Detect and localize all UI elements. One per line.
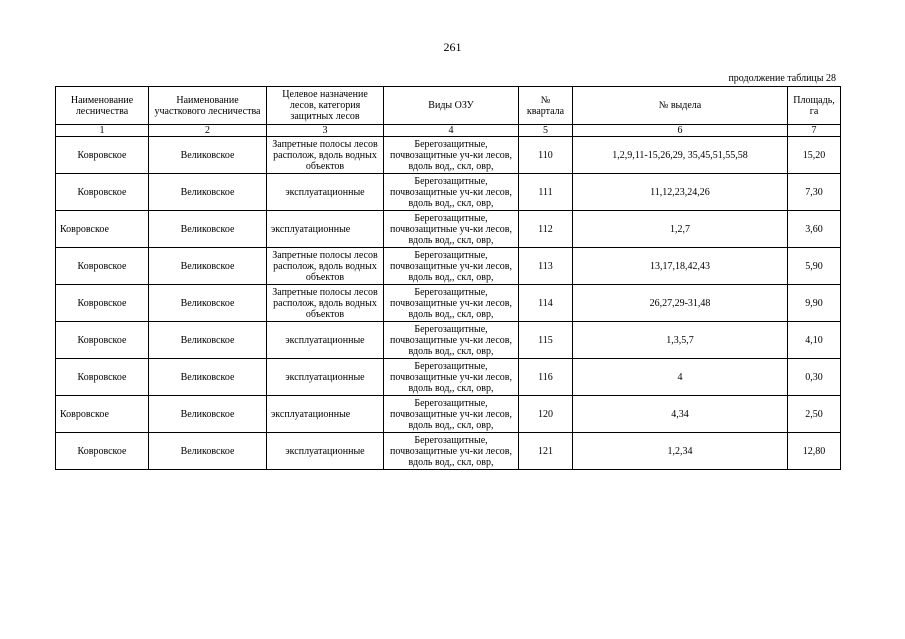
quarter-cell: 112 bbox=[519, 211, 573, 248]
forest-allotments-table bbox=[55, 86, 841, 470]
column-number: 1 bbox=[56, 125, 149, 137]
allotments-cell: 4,34 bbox=[573, 396, 788, 433]
district-cell: Великовское bbox=[149, 174, 267, 211]
column-number-row bbox=[56, 125, 841, 137]
district-cell: Великовское bbox=[149, 211, 267, 248]
quarter-cell: 114 bbox=[519, 285, 573, 322]
table-row bbox=[56, 211, 841, 248]
area-cell: 15,20 bbox=[788, 137, 841, 174]
quarter-cell: 120 bbox=[519, 396, 573, 433]
header-ozu-type: Виды ОЗУ bbox=[384, 87, 519, 125]
forestry-cell: Ковровское bbox=[56, 211, 149, 248]
forestry-cell: Ковровское bbox=[56, 174, 149, 211]
ozu-cell: Берегозащитные, почвозащитные уч-ки лесов, вдоль вод,, скл, овр, bbox=[384, 248, 519, 285]
header-purpose: Целевое назначение лесов, категория защитных лесов bbox=[267, 87, 384, 125]
purpose-cell: эксплуатационные bbox=[267, 396, 384, 433]
area-cell: 9,90 bbox=[788, 285, 841, 322]
allotments-cell: 1,3,5,7 bbox=[573, 322, 788, 359]
area-cell: 2,50 bbox=[788, 396, 841, 433]
area-cell: 4,10 bbox=[788, 322, 841, 359]
quarter-cell: 115 bbox=[519, 322, 573, 359]
ozu-cell: Берегозащитные, почвозащитные уч-ки лесов, вдоль вод,, скл, овр, bbox=[384, 174, 519, 211]
table-row bbox=[56, 137, 841, 174]
allotments-cell: 26,27,29-31,48 bbox=[573, 285, 788, 322]
purpose-cell: эксплуатационные bbox=[267, 174, 384, 211]
allotments-cell: 4 bbox=[573, 359, 788, 396]
table-row bbox=[56, 322, 841, 359]
forestry-cell: Ковровское bbox=[56, 396, 149, 433]
column-number: 6 bbox=[573, 125, 788, 137]
quarter-cell: 116 bbox=[519, 359, 573, 396]
allotments-cell: 1,2,9,11-15,26,29, 35,45,51,55,58 bbox=[573, 137, 788, 174]
column-number: 7 bbox=[788, 125, 841, 137]
ozu-cell: Берегозащитные, почвозащитные уч-ки лесов, вдоль вод,, скл, овр, bbox=[384, 433, 519, 470]
table-row bbox=[56, 433, 841, 470]
purpose-cell: эксплуатационные bbox=[267, 322, 384, 359]
ozu-cell: Берегозащитные, почвозащитные уч-ки лесов, вдоль вод,, скл, овр, bbox=[384, 285, 519, 322]
district-cell: Великовское bbox=[149, 285, 267, 322]
column-number: 5 bbox=[519, 125, 573, 137]
table-row bbox=[56, 396, 841, 433]
column-number: 4 bbox=[384, 125, 519, 137]
ozu-cell: Берегозащитные, почвозащитные уч-ки лесов, вдоль вод,, скл, овр, bbox=[384, 359, 519, 396]
purpose-cell: Запретные полосы лесов располож, вдоль водных объектов bbox=[267, 137, 384, 174]
district-cell: Великовское bbox=[149, 359, 267, 396]
district-cell: Великовское bbox=[149, 322, 267, 359]
header-district: Наименование участкового лесничества bbox=[149, 87, 267, 125]
forestry-cell: Ковровское bbox=[56, 359, 149, 396]
allotments-cell: 1,2,34 bbox=[573, 433, 788, 470]
area-cell: 5,90 bbox=[788, 248, 841, 285]
district-cell: Великовское bbox=[149, 396, 267, 433]
table-row bbox=[56, 174, 841, 211]
column-number: 3 bbox=[267, 125, 384, 137]
forestry-cell: Ковровское bbox=[56, 137, 149, 174]
allotments-cell: 11,12,23,24,26 bbox=[573, 174, 788, 211]
quarter-cell: 110 bbox=[519, 137, 573, 174]
ozu-cell: Берегозащитные, почвозащитные уч-ки лесов, вдоль вод,, скл, овр, bbox=[384, 137, 519, 174]
page-number: 261 bbox=[443, 40, 462, 54]
forestry-cell: Ковровское bbox=[56, 322, 149, 359]
table-row bbox=[56, 359, 841, 396]
header-allotments: № выдела bbox=[573, 87, 788, 125]
purpose-cell: эксплуатационные bbox=[267, 359, 384, 396]
ozu-cell: Берегозащитные, почвозащитные уч-ки лесов, вдоль вод,, скл, овр, bbox=[384, 322, 519, 359]
quarter-cell: 111 bbox=[519, 174, 573, 211]
header-row bbox=[56, 87, 841, 125]
ozu-cell: Берегозащитные, почвозащитные уч-ки лесов, вдоль вод,, скл, овр, bbox=[384, 211, 519, 248]
area-cell: 0,30 bbox=[788, 359, 841, 396]
district-cell: Великовское bbox=[149, 137, 267, 174]
quarter-cell: 113 bbox=[519, 248, 573, 285]
header-quarter: № квартала bbox=[519, 87, 573, 125]
area-cell: 12,80 bbox=[788, 433, 841, 470]
forestry-cell: Ковровское bbox=[56, 248, 149, 285]
allotments-cell: 13,17,18,42,43 bbox=[573, 248, 788, 285]
quarter-cell: 121 bbox=[519, 433, 573, 470]
table-row bbox=[56, 285, 841, 322]
allotments-cell: 1,2,7 bbox=[573, 211, 788, 248]
area-cell: 7,30 bbox=[788, 174, 841, 211]
purpose-cell: эксплуатационные bbox=[267, 433, 384, 470]
table-continuation-note: продолжение таблицы 28 bbox=[728, 73, 836, 84]
forestry-cell: Ковровское bbox=[56, 285, 149, 322]
column-number: 2 bbox=[149, 125, 267, 137]
table-row bbox=[56, 248, 841, 285]
header-area: Площадь, га bbox=[788, 87, 841, 125]
district-cell: Великовское bbox=[149, 433, 267, 470]
area-cell: 3,60 bbox=[788, 211, 841, 248]
purpose-cell: эксплуатационные bbox=[267, 211, 384, 248]
purpose-cell: Запретные полосы лесов располож, вдоль водных объектов bbox=[267, 248, 384, 285]
forestry-cell: Ковровское bbox=[56, 433, 149, 470]
purpose-cell: Запретные полосы лесов располож, вдоль водных объектов bbox=[267, 285, 384, 322]
header-forestry: Наименование лесничества bbox=[56, 87, 149, 125]
district-cell: Великовское bbox=[149, 248, 267, 285]
ozu-cell: Берегозащитные, почвозащитные уч-ки лесов, вдоль вод,, скл, овр, bbox=[384, 396, 519, 433]
